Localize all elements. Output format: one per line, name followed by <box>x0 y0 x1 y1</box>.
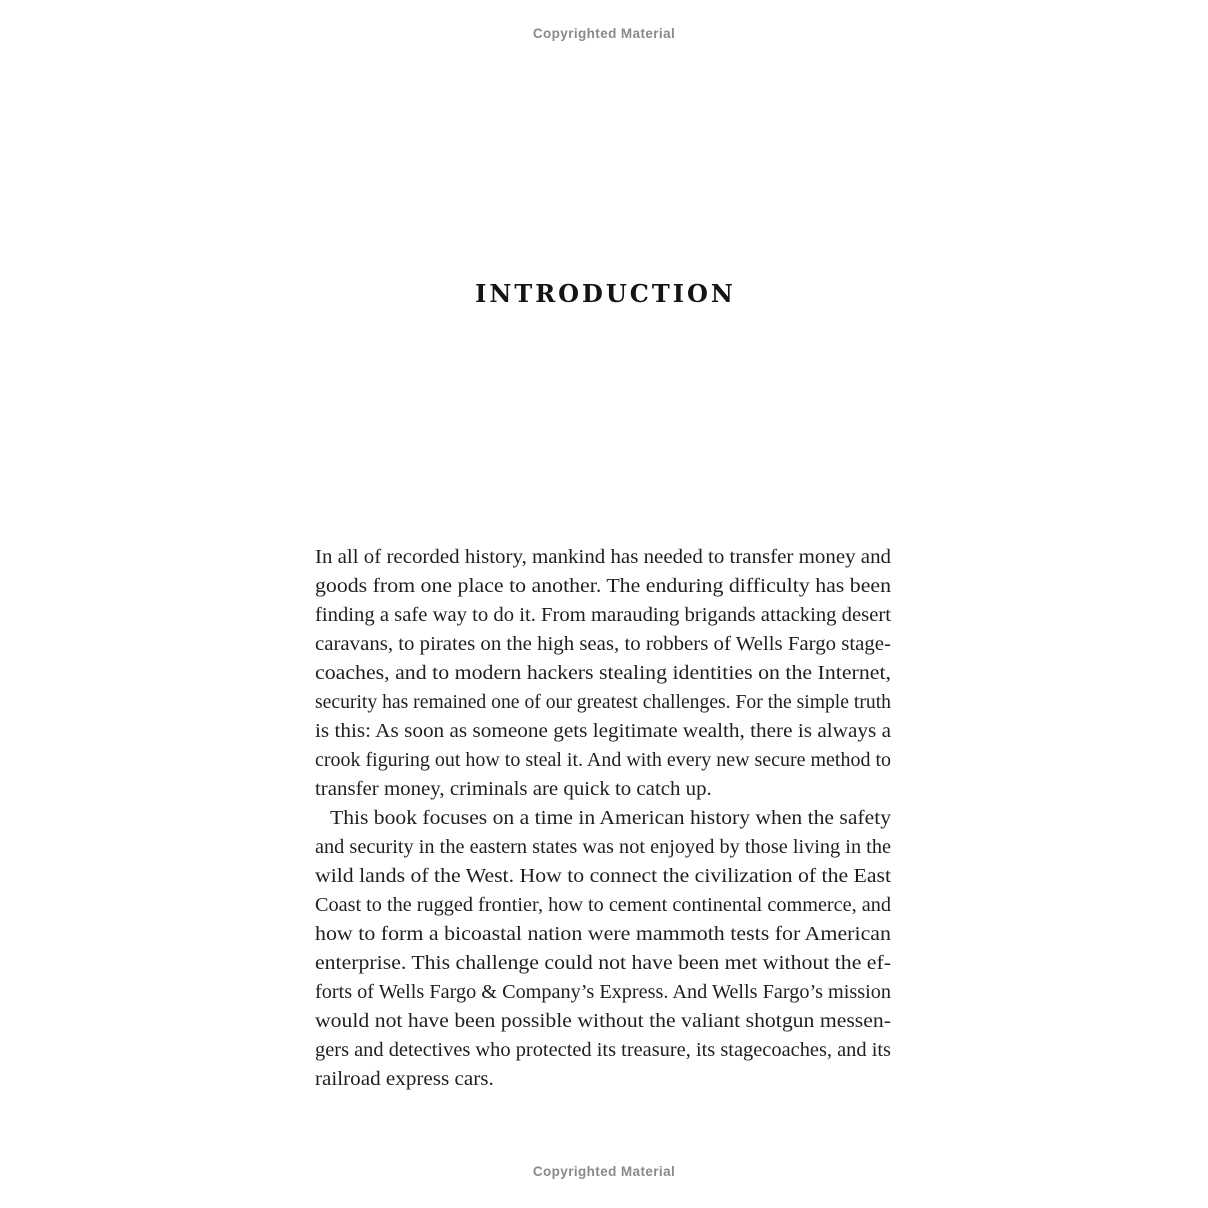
text-line: and security in the eastern states was not enjoyed by those living in the <box>315 837 891 858</box>
text-line: goods from one place to another. The enduring difficulty has been <box>315 576 891 597</box>
text-line: gers and detectives who protected its treasure, its stagecoaches, and its <box>315 1040 891 1061</box>
text-line: coaches, and to modern hackers stealing identities on the Internet, <box>315 663 891 684</box>
text-line: how to form a bicoastal nation were mammoth tests for American <box>315 924 891 945</box>
paragraph <box>315 543 891 804</box>
text-line: forts of Wells Fargo & Company’s Express. And Wells Fargo’s mission <box>315 982 891 1003</box>
text-line: This book focuses on a time in American history when the safety <box>330 808 891 829</box>
body-text <box>315 543 891 1094</box>
text-line: railroad express cars. <box>315 1069 494 1090</box>
text-line: is this: As soon as someone gets legitimate wealth, there is always a <box>315 721 891 742</box>
chapter-title: INTRODUCTION <box>475 279 736 308</box>
text-line: transfer money, criminals are quick to catch up. <box>315 779 712 800</box>
text-line: In all of recorded history, mankind has needed to transfer money and <box>315 547 891 568</box>
text-line: wild lands of the West. How to connect the civilization of the East <box>315 866 891 887</box>
text-line: enterprise. This challenge could not have been met without the ef- <box>315 953 891 974</box>
text-line: Coast to the rugged frontier, how to cement continental commerce, and <box>315 895 891 916</box>
text-line: crook figuring out how to steal it. And with every new secure method to <box>315 750 891 771</box>
text-line: would not have been possible without the valiant shotgun messen- <box>315 1011 891 1032</box>
text-line: caravans, to pirates on the high seas, to robbers of Wells Fargo stage- <box>315 634 891 655</box>
text-line: security has remained one of our greatest challenges. For the simple truth <box>315 692 891 713</box>
text-line: finding a safe way to do it. From marauding brigands attacking desert <box>315 605 891 626</box>
paragraph <box>315 804 891 1094</box>
copyright-notice-bottom: Copyrighted Material <box>532 1164 676 1179</box>
copyright-notice-top: Copyrighted Material <box>532 26 676 41</box>
